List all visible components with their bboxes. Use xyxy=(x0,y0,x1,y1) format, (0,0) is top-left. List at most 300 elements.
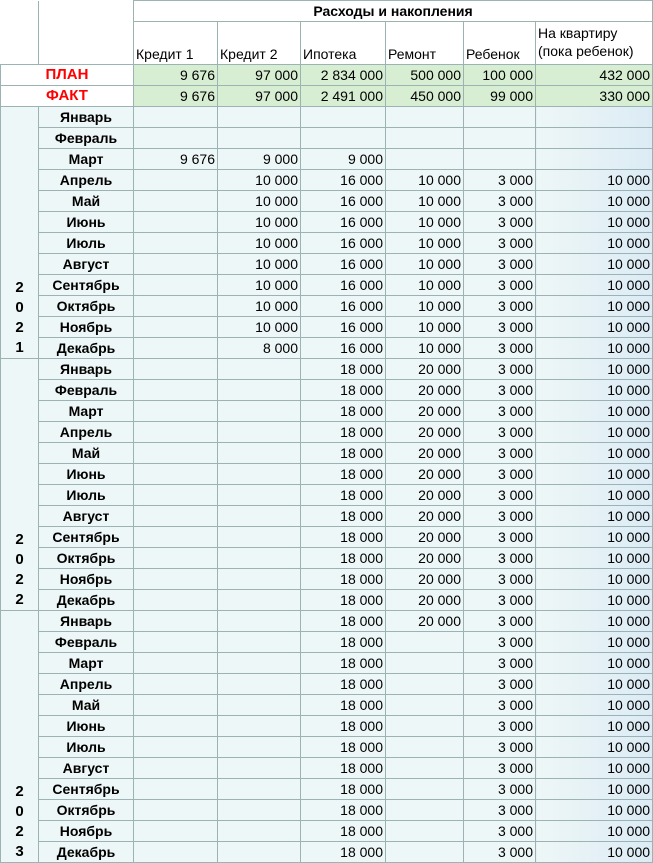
mortgage-cell[interactable]: 18 000 xyxy=(301,716,386,737)
mortgage-cell[interactable]: 16 000 xyxy=(301,275,386,296)
child-cell[interactable]: 3 000 xyxy=(464,758,536,779)
child-cell[interactable]: 3 000 xyxy=(464,464,536,485)
credit-2-cell[interactable] xyxy=(218,737,301,758)
apartment-cell[interactable]: 10 000 xyxy=(536,611,653,632)
credit-2-cell[interactable]: 10 000 xyxy=(218,191,301,212)
month-label[interactable]: Февраль xyxy=(39,128,134,149)
mortgage-cell[interactable]: 18 000 xyxy=(301,842,386,863)
mortgage-cell[interactable]: 18 000 xyxy=(301,569,386,590)
credit-2-cell[interactable]: 10 000 xyxy=(218,233,301,254)
column-header-renovation[interactable]: Ремонт xyxy=(386,22,464,65)
year-label-cell[interactable] xyxy=(1,359,39,611)
credit-2-cell[interactable] xyxy=(218,506,301,527)
credit-2-cell[interactable] xyxy=(218,548,301,569)
renovation-cell[interactable] xyxy=(386,149,464,170)
mortgage-cell[interactable]: 18 000 xyxy=(301,821,386,842)
month-label[interactable]: Сентябрь xyxy=(39,527,134,548)
child-cell[interactable]: 3 000 xyxy=(464,569,536,590)
month-label[interactable]: Май xyxy=(39,695,134,716)
month-label[interactable]: Октябрь xyxy=(39,296,134,317)
apartment-cell[interactable]: 10 000 xyxy=(536,275,653,296)
credit-1-cell[interactable] xyxy=(134,485,218,506)
credit-1-cell[interactable] xyxy=(134,695,218,716)
mortgage-cell[interactable] xyxy=(301,128,386,149)
month-label[interactable]: Ноябрь xyxy=(39,317,134,338)
sheet-body xyxy=(1,1,653,863)
month-label[interactable]: Апрель xyxy=(39,170,134,191)
mortgage-cell[interactable]: 18 000 xyxy=(301,422,386,443)
credit-2-cell[interactable]: 8 000 xyxy=(218,338,301,359)
child-cell[interactable]: 3 000 xyxy=(464,674,536,695)
child-cell[interactable]: 3 000 xyxy=(464,527,536,548)
month-row xyxy=(1,107,653,128)
renovation-cell[interactable]: 10 000 xyxy=(386,233,464,254)
credit-1-cell[interactable] xyxy=(134,611,218,632)
renovation-cell[interactable]: 10 000 xyxy=(386,317,464,338)
apartment-cell[interactable]: 10 000 xyxy=(536,254,653,275)
credit-1-cell[interactable] xyxy=(134,338,218,359)
apartment-cell[interactable]: 10 000 xyxy=(536,485,653,506)
credit-1-cell[interactable] xyxy=(134,233,218,254)
month-row xyxy=(1,842,653,863)
credit-1-cell[interactable] xyxy=(134,359,218,380)
apartment-cell[interactable]: 10 000 xyxy=(536,569,653,590)
plan-mortgage-cell[interactable]: 2 834 000 xyxy=(301,65,386,86)
credit-1-cell[interactable] xyxy=(134,821,218,842)
child-cell[interactable] xyxy=(464,107,536,128)
apartment-cell[interactable]: 10 000 xyxy=(536,380,653,401)
plan-row xyxy=(1,65,653,86)
fact-label[interactable]: ФАКТ xyxy=(1,86,134,107)
month-row xyxy=(1,611,653,632)
child-cell[interactable]: 3 000 xyxy=(464,233,536,254)
credit-1-cell[interactable] xyxy=(134,212,218,233)
plan-credit-2-cell[interactable]: 97 000 xyxy=(218,65,301,86)
apartment-cell[interactable] xyxy=(536,149,653,170)
credit-2-cell[interactable]: 9 000 xyxy=(218,149,301,170)
apartment-cell[interactable]: 10 000 xyxy=(536,674,653,695)
credit-1-cell[interactable] xyxy=(134,590,218,611)
month-label[interactable]: Июль xyxy=(39,485,134,506)
month-label[interactable]: Март xyxy=(39,401,134,422)
credit-1-cell[interactable] xyxy=(134,296,218,317)
renovation-cell[interactable]: 20 000 xyxy=(386,590,464,611)
renovation-cell[interactable]: 10 000 xyxy=(386,296,464,317)
credit-2-cell[interactable] xyxy=(218,842,301,863)
mortgage-cell[interactable]: 18 000 xyxy=(301,695,386,716)
child-cell[interactable]: 3 000 xyxy=(464,170,536,191)
credit-2-cell[interactable] xyxy=(218,653,301,674)
month-label[interactable]: Август xyxy=(39,506,134,527)
month-label[interactable]: Декабрь xyxy=(39,842,134,863)
renovation-cell[interactable]: 10 000 xyxy=(386,254,464,275)
credit-1-cell[interactable] xyxy=(134,653,218,674)
credit-1-cell[interactable] xyxy=(134,401,218,422)
plan-child-cell[interactable]: 100 000 xyxy=(464,65,536,86)
renovation-cell[interactable]: 20 000 xyxy=(386,359,464,380)
credit-1-cell[interactable] xyxy=(134,800,218,821)
apartment-cell[interactable] xyxy=(536,128,653,149)
month-row xyxy=(1,548,653,569)
credit-1-cell[interactable] xyxy=(134,716,218,737)
renovation-cell[interactable]: 10 000 xyxy=(386,191,464,212)
renovation-cell[interactable]: 10 000 xyxy=(386,275,464,296)
credit-1-cell[interactable] xyxy=(134,275,218,296)
month-label[interactable]: Февраль xyxy=(39,380,134,401)
child-cell[interactable]: 3 000 xyxy=(464,548,536,569)
year-label-cell[interactable] xyxy=(1,107,39,359)
apartment-cell[interactable]: 10 000 xyxy=(536,779,653,800)
month-label[interactable]: Январь xyxy=(39,611,134,632)
mortgage-cell[interactable]: 18 000 xyxy=(301,380,386,401)
credit-2-cell[interactable]: 10 000 xyxy=(218,296,301,317)
month-row xyxy=(1,632,653,653)
credit-2-cell[interactable] xyxy=(218,800,301,821)
mortgage-cell[interactable]: 18 000 xyxy=(301,758,386,779)
child-cell[interactable]: 3 000 xyxy=(464,191,536,212)
plan-label[interactable]: ПЛАН xyxy=(1,65,134,86)
mortgage-cell[interactable]: 16 000 xyxy=(301,338,386,359)
renovation-cell[interactable]: 20 000 xyxy=(386,527,464,548)
mortgage-cell[interactable]: 16 000 xyxy=(301,233,386,254)
apartment-cell[interactable]: 10 000 xyxy=(536,632,653,653)
renovation-cell[interactable] xyxy=(386,716,464,737)
renovation-cell[interactable] xyxy=(386,821,464,842)
child-cell[interactable]: 3 000 xyxy=(464,821,536,842)
month-label[interactable]: Июнь xyxy=(39,464,134,485)
renovation-cell[interactable]: 20 000 xyxy=(386,464,464,485)
corner-cell-2[interactable] xyxy=(39,1,134,65)
credit-2-cell[interactable]: 10 000 xyxy=(218,170,301,191)
month-label[interactable]: Декабрь xyxy=(39,338,134,359)
apartment-cell[interactable]: 10 000 xyxy=(536,653,653,674)
mortgage-cell[interactable]: 18 000 xyxy=(301,779,386,800)
credit-1-cell[interactable] xyxy=(134,674,218,695)
mortgage-cell[interactable]: 18 000 xyxy=(301,506,386,527)
credit-2-cell[interactable] xyxy=(218,359,301,380)
renovation-cell[interactable]: 20 000 xyxy=(386,569,464,590)
child-cell[interactable]: 3 000 xyxy=(464,254,536,275)
month-label[interactable]: Январь xyxy=(39,359,134,380)
apartment-cell[interactable]: 10 000 xyxy=(536,170,653,191)
mortgage-cell[interactable]: 18 000 xyxy=(301,674,386,695)
month-row xyxy=(1,401,653,422)
fact-renovation-cell[interactable]: 450 000 xyxy=(386,86,464,107)
apartment-cell[interactable]: 10 000 xyxy=(536,527,653,548)
credit-1-cell[interactable] xyxy=(134,737,218,758)
credit-1-cell[interactable] xyxy=(134,254,218,275)
credit-1-cell[interactable] xyxy=(134,107,218,128)
apartment-cell[interactable] xyxy=(536,107,653,128)
column-header-child[interactable]: Ребенок xyxy=(464,22,536,65)
month-label[interactable]: Декабрь xyxy=(39,590,134,611)
month-label[interactable]: Август xyxy=(39,758,134,779)
renovation-cell[interactable]: 20 000 xyxy=(386,485,464,506)
credit-1-cell[interactable] xyxy=(134,758,218,779)
month-label[interactable]: Сентябрь xyxy=(39,779,134,800)
apartment-cell[interactable]: 10 000 xyxy=(536,317,653,338)
fact-mortgage-cell[interactable]: 2 491 000 xyxy=(301,86,386,107)
month-row xyxy=(1,128,653,149)
credit-2-cell[interactable] xyxy=(218,107,301,128)
mortgage-cell[interactable]: 18 000 xyxy=(301,737,386,758)
credit-2-cell[interactable] xyxy=(218,779,301,800)
credit-2-cell[interactable]: 10 000 xyxy=(218,254,301,275)
credit-1-cell[interactable] xyxy=(134,191,218,212)
child-cell[interactable]: 3 000 xyxy=(464,296,536,317)
mortgage-cell[interactable]: 16 000 xyxy=(301,254,386,275)
apartment-cell[interactable]: 10 000 xyxy=(536,191,653,212)
fact-apartment-cell[interactable]: 330 000 xyxy=(536,86,653,107)
credit-2-cell[interactable] xyxy=(218,611,301,632)
credit-1-cell[interactable]: 9 676 xyxy=(134,149,218,170)
credit-1-cell[interactable] xyxy=(134,569,218,590)
credit-2-cell[interactable] xyxy=(218,569,301,590)
renovation-cell[interactable] xyxy=(386,842,464,863)
child-cell[interactable]: 3 000 xyxy=(464,800,536,821)
child-cell[interactable]: 3 000 xyxy=(464,779,536,800)
year-label: 2023 xyxy=(15,783,24,860)
renovation-cell[interactable]: 20 000 xyxy=(386,506,464,527)
child-cell[interactable] xyxy=(464,149,536,170)
credit-1-cell[interactable] xyxy=(134,632,218,653)
child-cell[interactable]: 3 000 xyxy=(464,695,536,716)
apartment-cell[interactable]: 10 000 xyxy=(536,590,653,611)
credit-1-cell[interactable] xyxy=(134,380,218,401)
month-row xyxy=(1,737,653,758)
plan-credit-1-cell[interactable]: 9 676 xyxy=(134,65,218,86)
credit-1-cell[interactable] xyxy=(134,842,218,863)
renovation-cell[interactable] xyxy=(386,695,464,716)
credit-1-cell[interactable] xyxy=(134,464,218,485)
credit-2-cell[interactable] xyxy=(218,674,301,695)
month-label[interactable]: Июнь xyxy=(39,716,134,737)
credit-2-cell[interactable]: 10 000 xyxy=(218,317,301,338)
apartment-cell[interactable]: 10 000 xyxy=(536,695,653,716)
credit-2-cell[interactable] xyxy=(218,590,301,611)
fact-child-cell[interactable]: 99 000 xyxy=(464,86,536,107)
year-label: 2021 xyxy=(15,279,24,356)
credit-2-cell[interactable]: 10 000 xyxy=(218,275,301,296)
credit-2-cell[interactable] xyxy=(218,380,301,401)
month-row xyxy=(1,233,653,254)
renovation-cell[interactable] xyxy=(386,653,464,674)
credit-1-cell[interactable] xyxy=(134,170,218,191)
apartment-cell[interactable]: 10 000 xyxy=(536,338,653,359)
apartment-cell[interactable]: 10 000 xyxy=(536,548,653,569)
mortgage-cell[interactable]: 18 000 xyxy=(301,464,386,485)
month-label[interactable]: Апрель xyxy=(39,674,134,695)
apartment-cell[interactable]: 10 000 xyxy=(536,212,653,233)
column-header-credit-1[interactable]: Кредит 1 xyxy=(134,22,218,65)
apartment-cell[interactable]: 10 000 xyxy=(536,716,653,737)
mortgage-cell[interactable]: 18 000 xyxy=(301,653,386,674)
renovation-cell[interactable]: 20 000 xyxy=(386,422,464,443)
apartment-cell[interactable]: 10 000 xyxy=(536,506,653,527)
month-label[interactable]: Август xyxy=(39,254,134,275)
month-label[interactable]: Март xyxy=(39,653,134,674)
renovation-cell[interactable]: 20 000 xyxy=(386,443,464,464)
month-label[interactable]: Май xyxy=(39,191,134,212)
mortgage-cell[interactable]: 9 000 xyxy=(301,149,386,170)
credit-1-cell[interactable] xyxy=(134,548,218,569)
month-label[interactable]: Май xyxy=(39,443,134,464)
child-cell[interactable]: 3 000 xyxy=(464,275,536,296)
renovation-cell[interactable]: 20 000 xyxy=(386,380,464,401)
credit-2-cell[interactable] xyxy=(218,716,301,737)
apartment-cell[interactable]: 10 000 xyxy=(536,233,653,254)
credit-2-cell[interactable] xyxy=(218,632,301,653)
child-cell[interactable]: 3 000 xyxy=(464,443,536,464)
child-cell[interactable] xyxy=(464,128,536,149)
mortgage-cell[interactable]: 18 000 xyxy=(301,443,386,464)
apartment-cell[interactable]: 10 000 xyxy=(536,296,653,317)
plan-renovation-cell[interactable]: 500 000 xyxy=(386,65,464,86)
mortgage-cell[interactable]: 18 000 xyxy=(301,359,386,380)
fact-credit-2-cell[interactable]: 97 000 xyxy=(218,86,301,107)
child-cell[interactable]: 3 000 xyxy=(464,401,536,422)
fact-credit-1-cell[interactable]: 9 676 xyxy=(134,86,218,107)
month-row xyxy=(1,590,653,611)
apartment-cell[interactable]: 10 000 xyxy=(536,821,653,842)
credit-1-cell[interactable] xyxy=(134,506,218,527)
credit-1-cell[interactable] xyxy=(134,128,218,149)
month-label[interactable]: Ноябрь xyxy=(39,569,134,590)
corner-cell[interactable] xyxy=(1,1,39,65)
apartment-cell[interactable]: 10 000 xyxy=(536,464,653,485)
child-cell[interactable]: 3 000 xyxy=(464,842,536,863)
month-label[interactable]: Июль xyxy=(39,737,134,758)
month-label[interactable]: Февраль xyxy=(39,632,134,653)
credit-1-cell[interactable] xyxy=(134,422,218,443)
credit-2-cell[interactable] xyxy=(218,821,301,842)
mortgage-cell[interactable]: 18 000 xyxy=(301,485,386,506)
month-row xyxy=(1,254,653,275)
apartment-cell[interactable]: 10 000 xyxy=(536,401,653,422)
credit-2-cell[interactable] xyxy=(218,485,301,506)
column-header-credit-2[interactable]: Кредит 2 xyxy=(218,22,301,65)
credit-2-cell[interactable] xyxy=(218,527,301,548)
month-row xyxy=(1,338,653,359)
month-label[interactable]: Сентябрь xyxy=(39,275,134,296)
renovation-cell[interactable] xyxy=(386,737,464,758)
month-label[interactable]: Март xyxy=(39,149,134,170)
sheet-title[interactable]: Расходы и накопления xyxy=(134,1,653,22)
renovation-cell[interactable] xyxy=(386,674,464,695)
credit-2-cell[interactable] xyxy=(218,128,301,149)
apartment-cell[interactable]: 10 000 xyxy=(536,443,653,464)
apartment-cell[interactable]: 10 000 xyxy=(536,359,653,380)
child-cell[interactable]: 3 000 xyxy=(464,422,536,443)
apartment-cell[interactable]: 10 000 xyxy=(536,800,653,821)
credit-2-cell[interactable] xyxy=(218,401,301,422)
credit-2-cell[interactable] xyxy=(218,443,301,464)
month-row xyxy=(1,359,653,380)
child-cell[interactable]: 3 000 xyxy=(464,632,536,653)
child-cell[interactable]: 3 000 xyxy=(464,737,536,758)
credit-2-cell[interactable] xyxy=(218,758,301,779)
month-label[interactable]: Ноябрь xyxy=(39,821,134,842)
mortgage-cell[interactable]: 18 000 xyxy=(301,527,386,548)
column-header-mortgage[interactable]: Ипотека xyxy=(301,22,386,65)
child-cell[interactable]: 3 000 xyxy=(464,338,536,359)
child-cell[interactable]: 3 000 xyxy=(464,506,536,527)
plan-apartment-cell[interactable]: 432 000 xyxy=(536,65,653,86)
mortgage-cell[interactable]: 18 000 xyxy=(301,401,386,422)
month-label[interactable]: Июль xyxy=(39,233,134,254)
child-cell[interactable]: 3 000 xyxy=(464,212,536,233)
child-cell[interactable]: 3 000 xyxy=(464,485,536,506)
column-header-apartment-line2: (пока ребенок) xyxy=(538,43,634,59)
mortgage-cell[interactable]: 16 000 xyxy=(301,191,386,212)
credit-2-cell[interactable]: 10 000 xyxy=(218,212,301,233)
month-label[interactable]: Октябрь xyxy=(39,800,134,821)
child-cell[interactable]: 3 000 xyxy=(464,590,536,611)
child-cell[interactable]: 3 000 xyxy=(464,317,536,338)
credit-1-cell[interactable] xyxy=(134,527,218,548)
child-cell[interactable]: 3 000 xyxy=(464,380,536,401)
month-label[interactable]: Январь xyxy=(39,107,134,128)
renovation-cell[interactable] xyxy=(386,800,464,821)
credit-1-cell[interactable] xyxy=(134,317,218,338)
mortgage-cell[interactable]: 16 000 xyxy=(301,317,386,338)
mortgage-cell[interactable]: 18 000 xyxy=(301,548,386,569)
credit-2-cell[interactable] xyxy=(218,464,301,485)
credit-2-cell[interactable] xyxy=(218,422,301,443)
apartment-cell[interactable]: 10 000 xyxy=(536,422,653,443)
apartment-cell[interactable]: 10 000 xyxy=(536,737,653,758)
credit-1-cell[interactable] xyxy=(134,779,218,800)
mortgage-cell[interactable]: 16 000 xyxy=(301,296,386,317)
renovation-cell[interactable]: 10 000 xyxy=(386,338,464,359)
month-label[interactable]: Апрель xyxy=(39,422,134,443)
child-cell[interactable]: 3 000 xyxy=(464,359,536,380)
renovation-cell[interactable] xyxy=(386,758,464,779)
renovation-cell[interactable] xyxy=(386,128,464,149)
renovation-cell[interactable] xyxy=(386,632,464,653)
mortgage-cell[interactable]: 18 000 xyxy=(301,590,386,611)
apartment-cell[interactable]: 10 000 xyxy=(536,758,653,779)
year-label-cell[interactable] xyxy=(1,611,39,863)
mortgage-cell[interactable]: 18 000 xyxy=(301,800,386,821)
credit-1-cell[interactable] xyxy=(134,443,218,464)
renovation-cell[interactable]: 20 000 xyxy=(386,548,464,569)
child-cell[interactable]: 3 000 xyxy=(464,716,536,737)
child-cell[interactable]: 3 000 xyxy=(464,611,536,632)
mortgage-cell[interactable]: 16 000 xyxy=(301,170,386,191)
renovation-cell[interactable]: 10 000 xyxy=(386,170,464,191)
month-label[interactable]: Июнь xyxy=(39,212,134,233)
renovation-cell[interactable] xyxy=(386,107,464,128)
month-row xyxy=(1,485,653,506)
apartment-cell[interactable]: 10 000 xyxy=(536,842,653,863)
mortgage-cell[interactable]: 18 000 xyxy=(301,611,386,632)
mortgage-cell[interactable] xyxy=(301,107,386,128)
column-header-apartment[interactable] xyxy=(536,22,653,65)
renovation-cell[interactable]: 10 000 xyxy=(386,212,464,233)
month-row xyxy=(1,779,653,800)
renovation-cell[interactable]: 20 000 xyxy=(386,611,464,632)
mortgage-cell[interactable]: 18 000 xyxy=(301,632,386,653)
mortgage-cell[interactable]: 16 000 xyxy=(301,212,386,233)
child-cell[interactable]: 3 000 xyxy=(464,653,536,674)
renovation-cell[interactable]: 20 000 xyxy=(386,401,464,422)
renovation-cell[interactable] xyxy=(386,779,464,800)
month-row xyxy=(1,149,653,170)
month-label[interactable]: Октябрь xyxy=(39,548,134,569)
month-row xyxy=(1,821,653,842)
credit-2-cell[interactable] xyxy=(218,695,301,716)
